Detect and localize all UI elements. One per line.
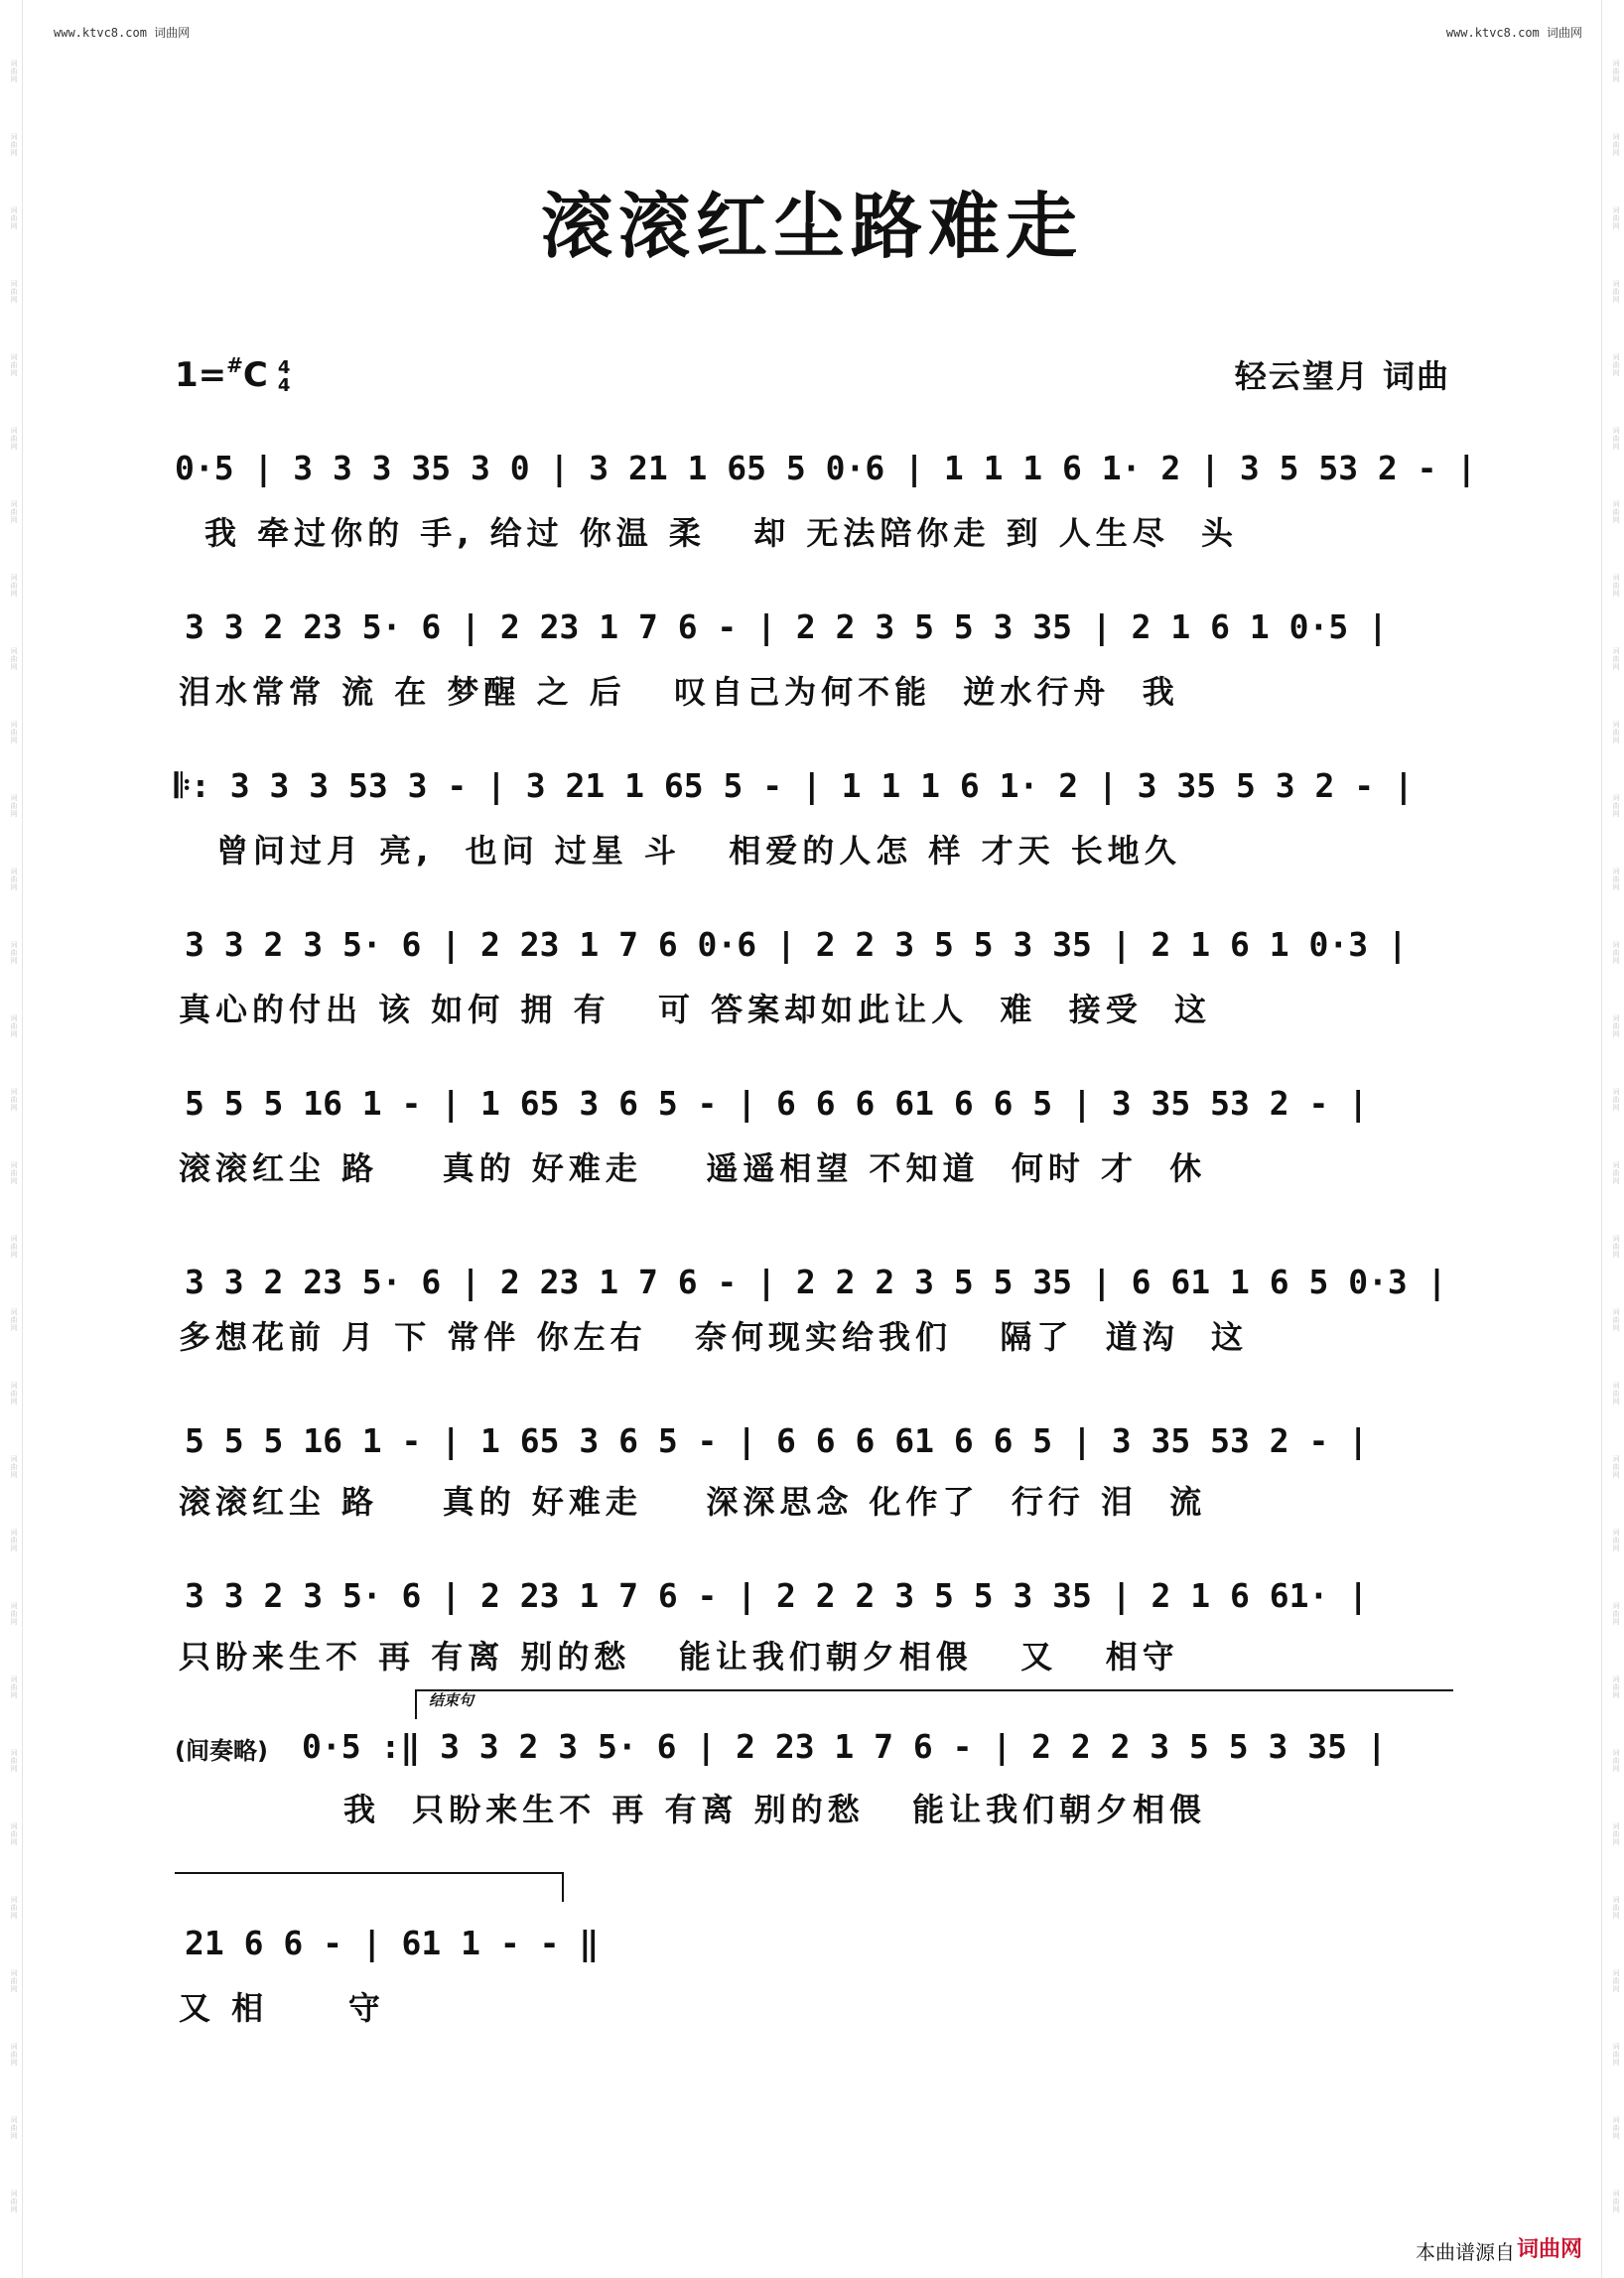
watermark-text: 词曲网 xyxy=(1612,280,1620,304)
final-bracket-top xyxy=(175,1872,564,1874)
watermark-text: 词曲网 xyxy=(1612,647,1620,671)
watermark-text: 词曲网 xyxy=(10,1602,18,1626)
footer-site-link[interactable]: 词曲网 xyxy=(1516,2237,1582,2262)
watermark-text: 词曲网 xyxy=(1612,941,1620,965)
watermark-text: 词曲网 xyxy=(1612,60,1620,83)
watermark-text: 词曲网 xyxy=(1612,1602,1620,1626)
watermark-text: 词曲网 xyxy=(10,500,18,524)
lyrics-line-8: 只盼来生不 再 有离 别的愁 能让我们朝夕相偎 又 相守 xyxy=(179,1638,1179,1675)
notation-line-5: 5 5 5 16 1 - | 1 65 3 6 5 - | 6 6 6 61 6 6 5 | 3 35 53 2 - | xyxy=(185,1084,1369,1123)
notation-line-1: 0·5 | 3 3 3 35 3 0 | 3 21 1 65 5 0·6 | 1 1 1 6 1· 2 | 3 5 53 2 - | xyxy=(175,449,1477,487)
watermark-text: 词曲网 xyxy=(10,1235,18,1259)
lyrics-line-4: 真心的付出 该 如何 拥 有 可 答案却如此让人 难 接受 这 xyxy=(179,991,1211,1028)
final-bracket-side xyxy=(562,1872,564,1902)
watermark-text: 词曲网 xyxy=(10,1455,18,1479)
watermark-text: 词曲网 xyxy=(1612,500,1620,524)
lyrics-line-1: 我 牵过你的 手, 给过 你温 柔 却 无法陪你走 到 人生尽 头 xyxy=(204,514,1238,552)
watermark-text: 词曲网 xyxy=(1612,206,1620,230)
notation-line-2: 3 3 2 23 5· 6 | 2 23 1 7 6 - | 2 2 3 5 5 3 35 | 2 1 6 1 0·5 | xyxy=(185,607,1388,646)
right-margin-strip xyxy=(1601,0,1624,2278)
watermark-text: 词曲网 xyxy=(1612,1235,1620,1259)
left-margin-strip xyxy=(0,0,23,2278)
watermark-text: 词曲网 xyxy=(1612,1529,1620,1552)
lyrics-line-2: 泪水常常 流 在 梦醒 之 后 叹自己为何不能 逆水行舟 我 xyxy=(179,673,1179,711)
lyrics-line-7: 滚滚红尘 路 真的 好难走 深深思念 化作了 行行 泪 流 xyxy=(179,1483,1207,1521)
interlude-label: (间奏略) xyxy=(175,1737,268,1765)
notation-line-8: 3 3 2 3 5· 6 | 2 23 1 7 6 - | 2 2 2 3 5 5 3 35 | 2 1 6 61· | xyxy=(185,1576,1369,1615)
time-top: 4 xyxy=(277,356,291,378)
watermark-text: 词曲网 xyxy=(10,206,18,230)
notation-line-3: 𝄆: 3 3 3 53 3 - | 3 21 1 65 5 - | 1 1 1 6 1· 2 | 3 35 5 3 2 - | xyxy=(175,766,1414,805)
notation-line-10: 21 6 6 - | 61 1 - - ‖ xyxy=(185,1924,600,1962)
composer-credit: 轻云望月 词曲 xyxy=(1234,357,1450,395)
watermark-text: 词曲网 xyxy=(10,2116,18,2140)
watermark-text: 词曲网 xyxy=(1612,868,1620,891)
watermark-text: 词曲网 xyxy=(10,721,18,744)
notation-line-7: 5 5 5 16 1 - | 1 65 3 6 5 - | 6 6 6 61 6 6 5 | 3 35 53 2 - | xyxy=(185,1421,1369,1460)
watermark-text: 词曲网 xyxy=(1612,1822,1620,1846)
time-bottom: 4 xyxy=(277,374,291,396)
watermark-text: 词曲网 xyxy=(10,1822,18,1846)
watermark-text: 词曲网 xyxy=(1612,1896,1620,1920)
key-sharp: # xyxy=(226,353,243,377)
key-note: C xyxy=(242,355,268,395)
watermark-text: 词曲网 xyxy=(10,1896,18,1920)
lyrics-line-9: 我 只盼来生不 再 有离 别的愁 能让我们朝夕相偎 xyxy=(343,1791,1207,1828)
ending-bracket-top xyxy=(415,1689,1453,1691)
watermark-text: 词曲网 xyxy=(1612,1382,1620,1406)
watermark-text: 词曲网 xyxy=(1612,1675,1620,1699)
watermark-text: 词曲网 xyxy=(10,1161,18,1185)
site-url-left[interactable]: www.ktvc8.com 词曲网 xyxy=(54,26,191,40)
watermark-text: 词曲网 xyxy=(10,647,18,671)
watermark-text: 词曲网 xyxy=(1612,133,1620,157)
watermark-text: 词曲网 xyxy=(1612,1308,1620,1332)
watermark-text: 词曲网 xyxy=(1612,721,1620,744)
watermark-text: 词曲网 xyxy=(1612,2190,1620,2213)
watermark-text: 词曲网 xyxy=(10,941,18,965)
watermark-text: 词曲网 xyxy=(10,794,18,818)
watermark-text: 词曲网 xyxy=(1612,427,1620,451)
time-signature xyxy=(277,356,291,396)
watermark-text: 词曲网 xyxy=(1612,574,1620,598)
watermark-text: 词曲网 xyxy=(10,280,18,304)
watermark-text: 词曲网 xyxy=(1612,1969,1620,1993)
watermark-text: 词曲网 xyxy=(10,427,18,451)
song-title: 滚滚红尘路难走 xyxy=(540,184,1083,268)
lyrics-line-3: 曾问过月 亮, 也问 过星 斗 相爱的人怎 样 才天 长地久 xyxy=(216,832,1181,870)
watermark-text: 词曲网 xyxy=(10,868,18,891)
watermark-text: 词曲网 xyxy=(1612,353,1620,377)
lyrics-line-5: 滚滚红尘 路 真的 好难走 遥遥相望 不知道 何时 才 休 xyxy=(179,1149,1207,1187)
key-tonic: 1= xyxy=(175,355,227,395)
watermark-text: 词曲网 xyxy=(1612,2043,1620,2067)
watermark-text: 词曲网 xyxy=(10,1014,18,1038)
footer-source-text: 本曲谱源自 xyxy=(1416,2240,1515,2264)
watermark-text: 词曲网 xyxy=(10,353,18,377)
watermark-text: 词曲网 xyxy=(10,2043,18,2067)
ending-bracket-side xyxy=(415,1689,417,1719)
watermark-text: 词曲网 xyxy=(1612,794,1620,818)
watermark-text: 词曲网 xyxy=(10,1749,18,1773)
lyrics-line-6: 多想花前 月 下 常伴 你左右 奈何现实给我们 隔了 道沟 这 xyxy=(179,1318,1248,1356)
watermark-text: 词曲网 xyxy=(10,574,18,598)
watermark-text: 词曲网 xyxy=(10,1969,18,1993)
watermark-text: 词曲网 xyxy=(10,60,18,83)
watermark-text: 词曲网 xyxy=(1612,1161,1620,1185)
watermark-text: 词曲网 xyxy=(10,1675,18,1699)
notation-line-6: 3 3 2 23 5· 6 | 2 23 1 7 6 - | 2 2 2 3 5 5 35 | 6 61 1 6 5 0·3 | xyxy=(185,1263,1447,1301)
watermark-text: 词曲网 xyxy=(10,2190,18,2213)
notation-line-4: 3 3 2 3 5· 6 | 2 23 1 7 6 0·6 | 2 2 3 5 5 3 35 | 2 1 6 1 0·3 | xyxy=(185,925,1408,964)
notation-line-9: 0·5 :‖ 3 3 2 3 5· 6 | 2 23 1 7 6 - | 2 2 2 3 5 5 3 35 | xyxy=(302,1727,1387,1766)
watermark-text: 词曲网 xyxy=(1612,1088,1620,1112)
watermark-text: 词曲网 xyxy=(10,1308,18,1332)
site-url-right[interactable]: www.ktvc8.com 词曲网 xyxy=(1445,26,1582,40)
key-signature xyxy=(175,353,290,395)
watermark-text: 词曲网 xyxy=(1612,1749,1620,1773)
watermark-text: 词曲网 xyxy=(10,1529,18,1552)
watermark-text: 词曲网 xyxy=(1612,2116,1620,2140)
watermark-text: 词曲网 xyxy=(1612,1455,1620,1479)
lyrics-line-10: 又 相 守 xyxy=(179,1989,385,2027)
watermark-text: 词曲网 xyxy=(10,133,18,157)
ending-label: 结束句 xyxy=(429,1691,474,1709)
watermark-text: 词曲网 xyxy=(1612,1014,1620,1038)
watermark-text: 词曲网 xyxy=(10,1088,18,1112)
watermark-text: 词曲网 xyxy=(10,1382,18,1406)
